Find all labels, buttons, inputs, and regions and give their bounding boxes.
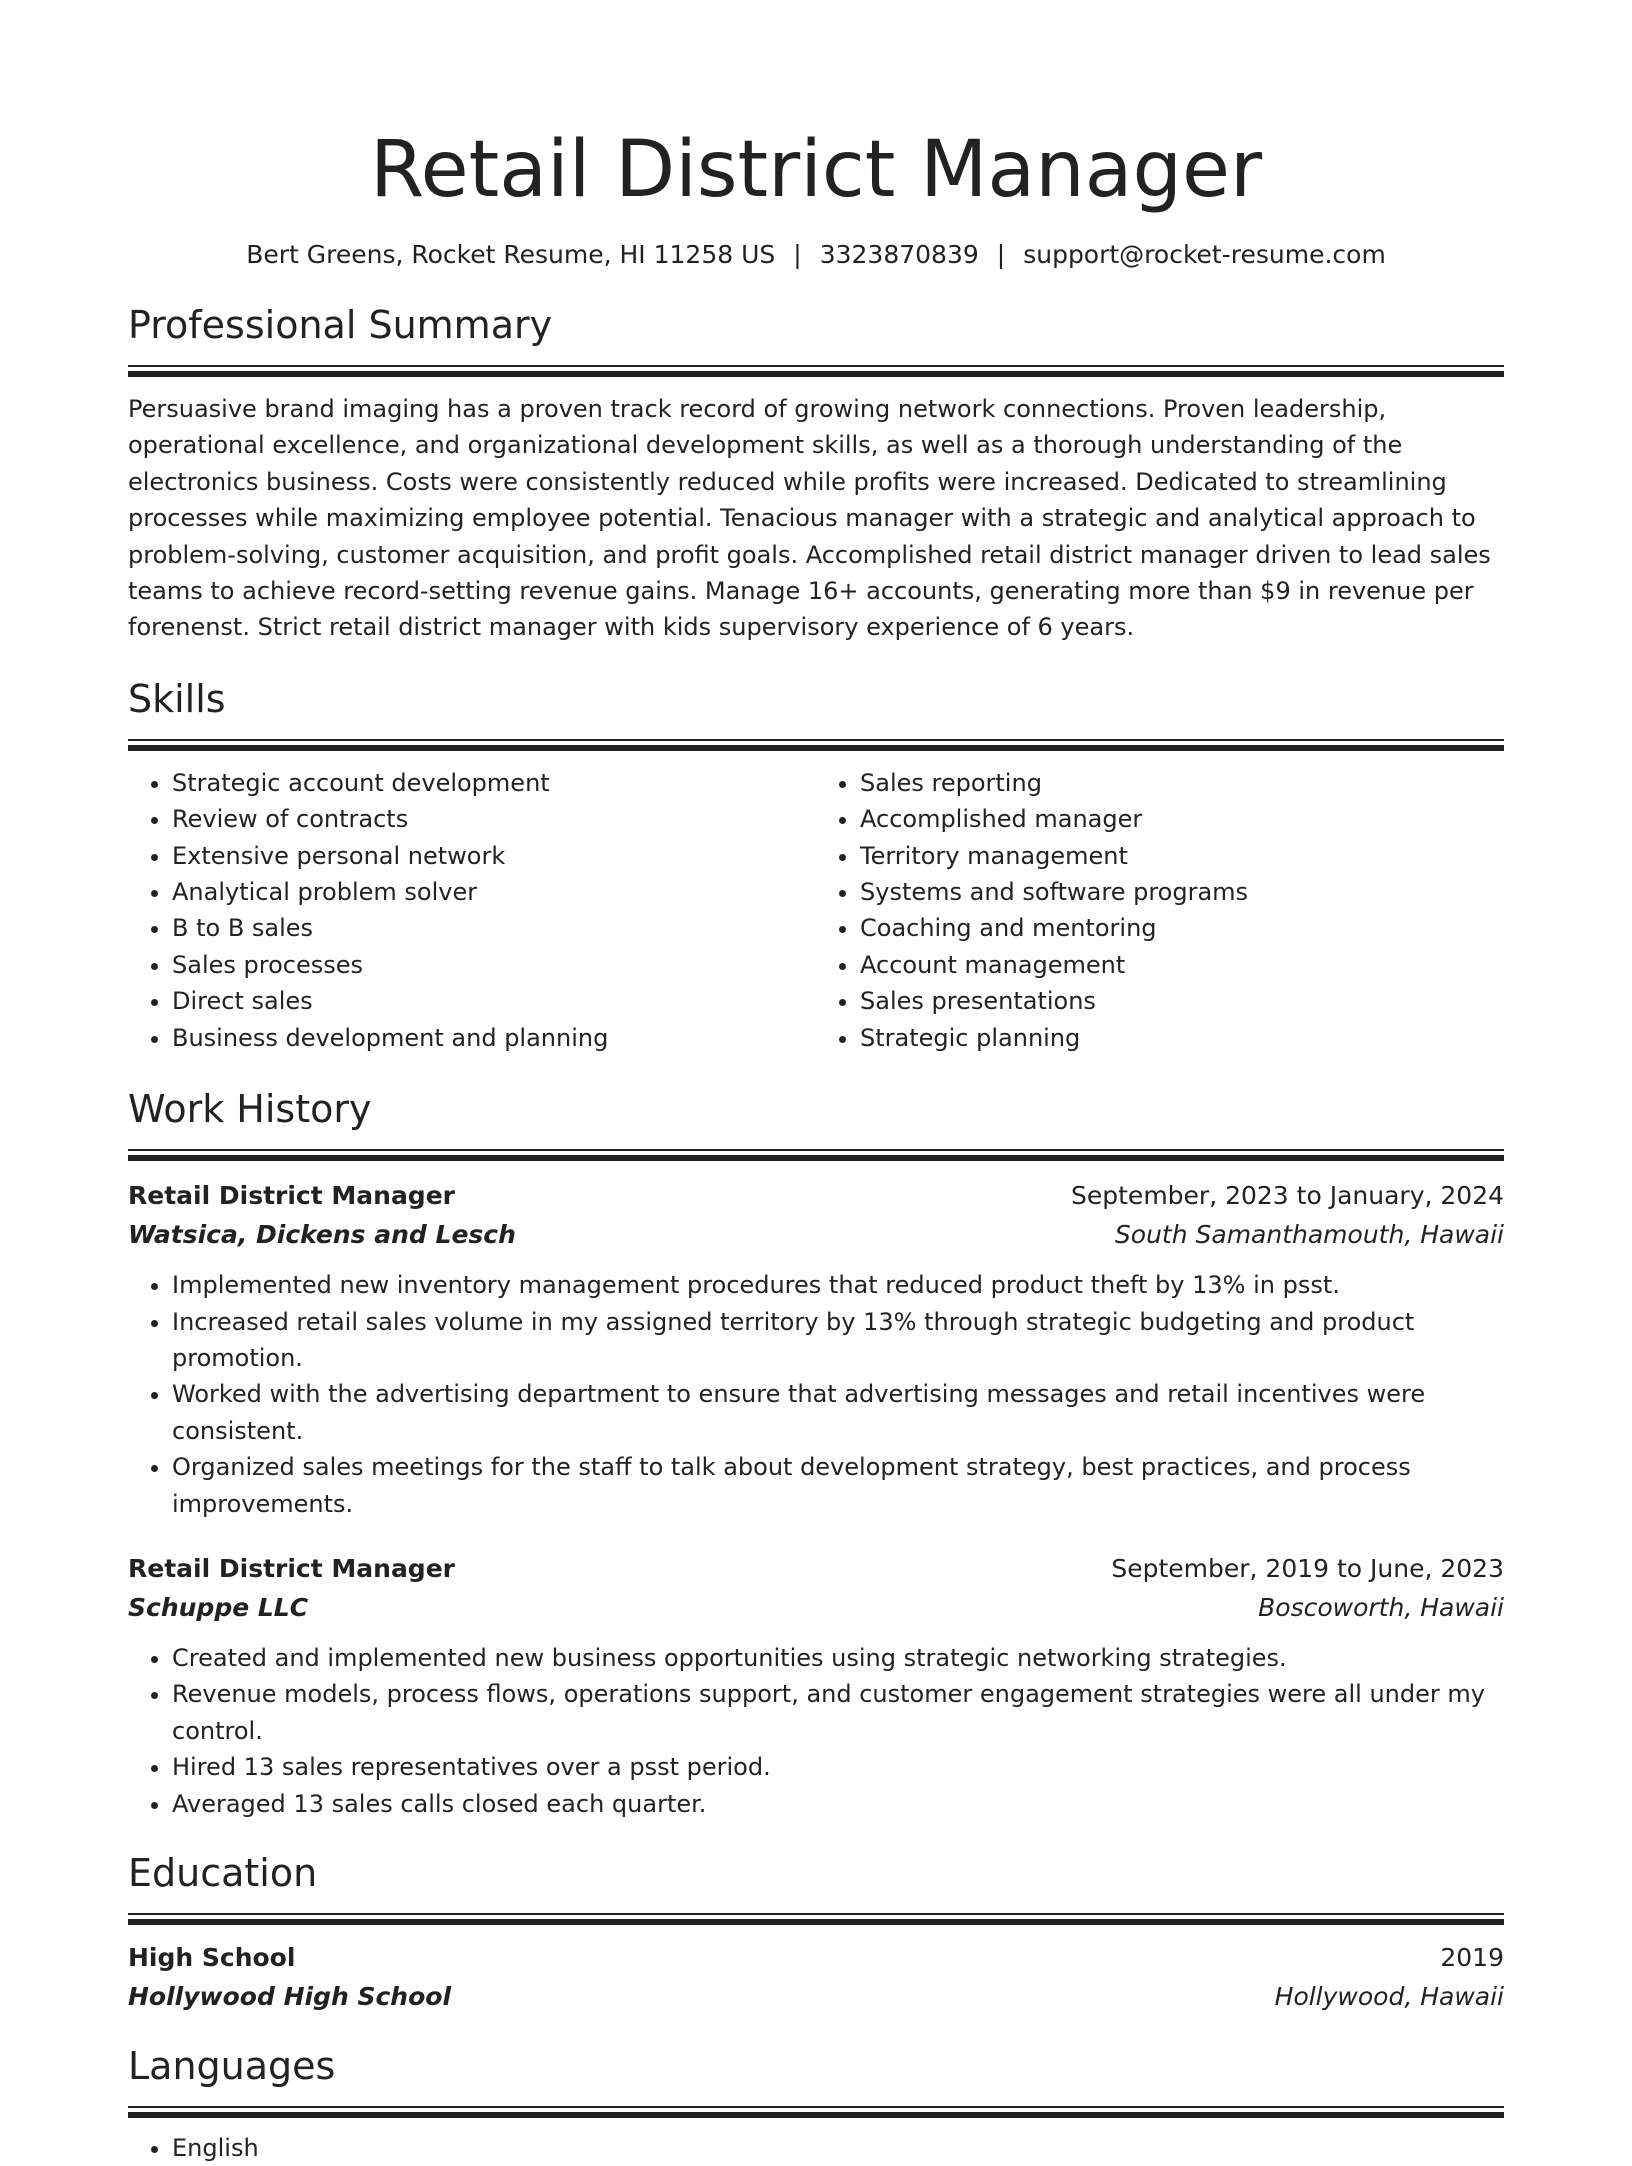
job-bullet: • Worked with the advertising department to ensure that advertising messages and retail incentives were consistent. (172, 1376, 1504, 1449)
job-bullet-list (128, 1640, 1504, 1822)
skills-section (128, 674, 1504, 1056)
skill-item: • Direct sales (172, 983, 816, 1019)
job-bullet: • Increased retail sales volume in my assigned territory by 13% through strategic budgeting and product promotion. (172, 1304, 1504, 1377)
job-bullet: • Implemented new inventory management procedures that reduced product theft by 13% in psst. (172, 1267, 1504, 1303)
education-school-row (128, 1977, 1504, 2017)
languages-section (128, 2041, 1504, 2166)
skills-list-left (128, 765, 816, 1056)
job-bullet: • Organized sales meetings for the staff to talk about development strategy, best practices, and process improvements. (172, 1449, 1504, 1522)
resume-title: Retail District Manager (369, 125, 1263, 215)
job-company-row (128, 1215, 1504, 1255)
skill-item: • Strategic planning (860, 1020, 1504, 1056)
skill-item: • Accomplished manager (860, 801, 1504, 837)
skills-column-left (128, 765, 816, 1056)
education-year: 2019 (1440, 1942, 1504, 1972)
job-location: South Samanthamouth, Hawaii (1114, 1220, 1504, 1250)
skill-item: • Analytical problem solver (172, 874, 816, 910)
job-bullet: • Hired 13 sales representatives over a psst period. (172, 1749, 1504, 1785)
job-dates: September, 2019 to June, 2023 (1111, 1553, 1504, 1583)
summary-heading: Professional Summary (128, 303, 553, 347)
language-item: • English (172, 2130, 1504, 2166)
job-company-row (128, 1588, 1504, 1628)
education-location: Hollywood, Hawaii (1274, 1981, 1504, 2011)
job-dates: September, 2023 to January, 2024 (1071, 1181, 1504, 1211)
summary-text: Persuasive brand imaging has a proven track record of growing network connections. Proven leadership, operational excellence, and organizational development skills, as well as a thorough understanding of the electronics business. Costs were consistently reduced while profits were increased. Dedicated to streamlining processes while maximizing employee potential. Tenacious manager with a strategic and analytical approach to problem-solving, customer acquisition, and profit goals. Accomplished retail district manager driven to lead sales teams to achieve record-setting revenue gains. Manage 16+ accounts, generating more than $9 in revenue per forenenst. Strict retail district manager with kids supervisory experience of 6 years. (128, 395, 1491, 642)
job-bullet-list (128, 1267, 1504, 1522)
job-company: Schuppe LLC (128, 1592, 309, 1622)
skill-item: • Account management (860, 947, 1504, 983)
languages-heading: Languages (128, 2043, 336, 2088)
education-entry (128, 1939, 1504, 2017)
contact-separator: | (793, 240, 802, 269)
skill-item: • Systems and software programs (860, 874, 1504, 910)
section-divider (128, 1149, 1504, 1161)
languages-list (128, 2130, 1504, 2166)
education-section (128, 1848, 1504, 2017)
job-header-row (128, 1550, 1504, 1588)
skill-item: • Review of contracts (172, 801, 816, 837)
education-degree: High School (128, 1942, 296, 1972)
contact-line (128, 238, 1504, 272)
job-header-row (128, 1177, 1504, 1215)
skill-item: • Coaching and mentoring (860, 910, 1504, 946)
job-bullet: • Created and implemented new business opportunities using strategic networking strategies. (172, 1640, 1504, 1676)
contact-email: support@rocket-resume.com (1023, 240, 1386, 269)
job-location: Boscoworth, Hawaii (1258, 1592, 1504, 1622)
skill-item: • Business development and planning (172, 1020, 816, 1056)
job-entry (128, 1550, 1504, 1822)
job-title: Retail District Manager (128, 1181, 455, 1211)
skill-item: • Strategic account development (172, 765, 816, 801)
section-divider (128, 365, 1504, 377)
summary-section (128, 300, 1504, 646)
education-header-row (128, 1939, 1504, 1977)
contact-address: Bert Greens, Rocket Resume, HI 11258 US (246, 240, 776, 269)
skill-item: • Sales processes (172, 947, 816, 983)
skills-list-right (816, 765, 1504, 1056)
skill-item: • B to B sales (172, 910, 816, 946)
section-divider (128, 739, 1504, 751)
job-bullet: • Revenue models, process flows, operations support, and customer engagement strategies were all under my control. (172, 1676, 1504, 1749)
job-entry (128, 1177, 1504, 1522)
contact-phone: 3323870839 (819, 240, 979, 269)
skill-item: • Extensive personal network (172, 838, 816, 874)
work-history-heading: Work History (128, 1087, 372, 1132)
job-company: Watsica, Dickens and Lesch (128, 1220, 516, 1250)
work-history-section (128, 1084, 1504, 1822)
education-heading: Education (128, 1850, 318, 1895)
skills-heading: Skills (128, 676, 226, 721)
skill-item: • Territory management (860, 838, 1504, 874)
job-title: Retail District Manager (128, 1553, 455, 1583)
skills-grid (128, 765, 1504, 1056)
job-bullet: • Averaged 13 sales calls closed each quarter. (172, 1786, 1504, 1822)
skill-item: • Sales presentations (860, 983, 1504, 1019)
skill-item: • Sales reporting (860, 765, 1504, 801)
skills-column-right (816, 765, 1504, 1056)
section-divider (128, 1913, 1504, 1925)
education-school: Hollywood High School (128, 1981, 452, 2011)
contact-separator: | (996, 240, 1006, 269)
